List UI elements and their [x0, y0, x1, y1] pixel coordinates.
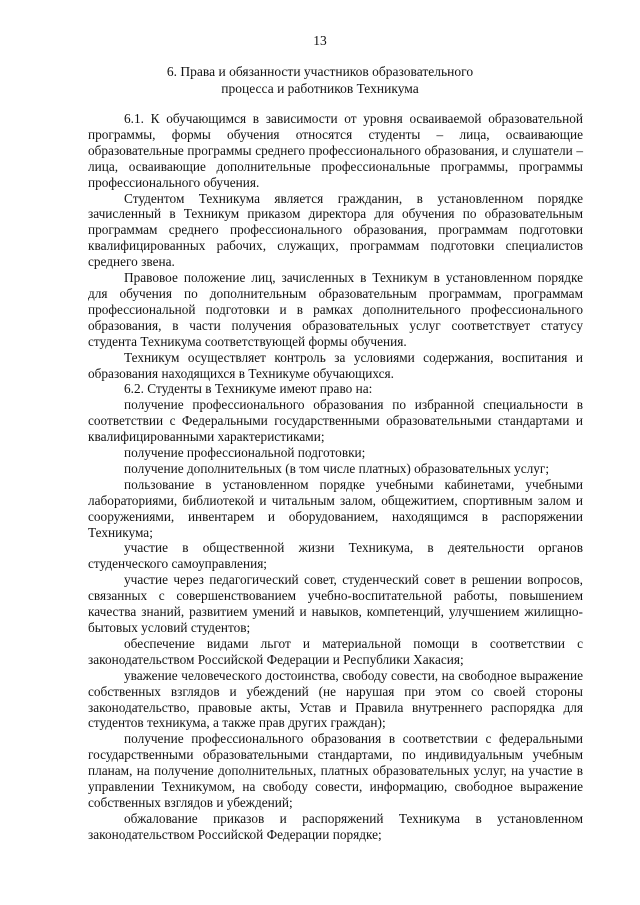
- list-item: участие в общественной жизни Техникума, в деятельности органов студенческого самоуправления;: [88, 540, 583, 572]
- section-title: [70, 64, 570, 97]
- list-item: участие через педагогический совет, студенческий совет в решении вопросов, связанных с совершенствованием учебно-воспитательной работы, повышением качества знаний, развитием умений и навыков, компетенций, улучшением жилищно-бытовых условий студентов;: [88, 572, 583, 635]
- list-item: получение профессионального образования в соответствии с федеральными государственными образовательными стандартами, по индивидуальным учебным планам, на получение дополнительных, платных образовательных услуг, на участие в управлении Техникумом, на свободу совести, информацию, свободное выражение собственных взглядов и убеждений;: [88, 731, 583, 810]
- paragraph: 6.2. Студенты в Техникуме имеют право на:: [124, 381, 373, 397]
- section-title-line-1: 6. Права и обязанности участников образовательного: [166, 64, 474, 79]
- paragraph: 6.1. К обучающимся в зависимости от уровня осваиваемой образовательной программы, формы обучения относятся студенты – лица, осваивающие образовательные программы среднего профессионального образования, и слушатели – лица, осваивающие дополнительные профессиональные программы, программы профессионального обучения.: [88, 111, 583, 190]
- list-item: обеспечение видами льгот и материальной помощи в соответствии с законодательством Российской Федерации и Республики Хакасия;: [88, 635, 583, 667]
- paragraph: Техникум осуществляет контроль за условиями содержания, воспитания и образования находящихся в Техникуме обучающихся.: [88, 349, 583, 381]
- paragraph: Правовое положение лиц, зачисленных в Техникум в установленном порядке для обучения по дополнительным образовательным программам, программам профессиональной подготовки и в рамках дополнительного профессионального образования, в части получения образовательных услуг соответствует статусу студента Техникума соответствующей формы обучения.: [88, 270, 583, 349]
- paragraph: Студентом Техникума является гражданин, в установленном порядке зачисленный в Техникум приказом директора для обучения по образовательным программам среднего профессионального образования, программам подготовки квалифицированных рабочих, служащих, программам подготовки специалистов среднего звена.: [88, 190, 583, 270]
- list-item: получение профессионального образования по избранной специальности в соответствии с Федеральными государственными образовательными стандартами и квалифицированными характеристиками;: [88, 397, 583, 445]
- page-number: 13: [313, 33, 327, 48]
- list-item: уважение человеческого достоинства, свободу совести, на свободное выражение собственных взглядов и убеждений (не нарушая при этом со своей стороны законодательство, правовые акты, Устав и Правила внутреннего распорядка для студентов техникума, а также прав других граждан);: [88, 667, 583, 731]
- section-title-line-2: процесса и работников Техникума: [221, 80, 419, 96]
- list-item: пользование в установленном порядке учебными кабинетами, учебными лабораториями, библиотекой и читальным залом, общежитием, спортивным залом и сооружениями, инвентарем и оборудованием, находящимся в распоряжении Техникума;: [88, 476, 583, 540]
- document-body: [88, 111, 583, 843]
- list-item: обжалование приказов и распоряжений Техникума в установленном законодательством Российской Федерации порядке;: [88, 810, 583, 842]
- list-item: получение дополнительных (в том числе платных) образовательных услуг;: [124, 460, 550, 476]
- list-item: получение профессиональной подготовки;: [124, 445, 366, 461]
